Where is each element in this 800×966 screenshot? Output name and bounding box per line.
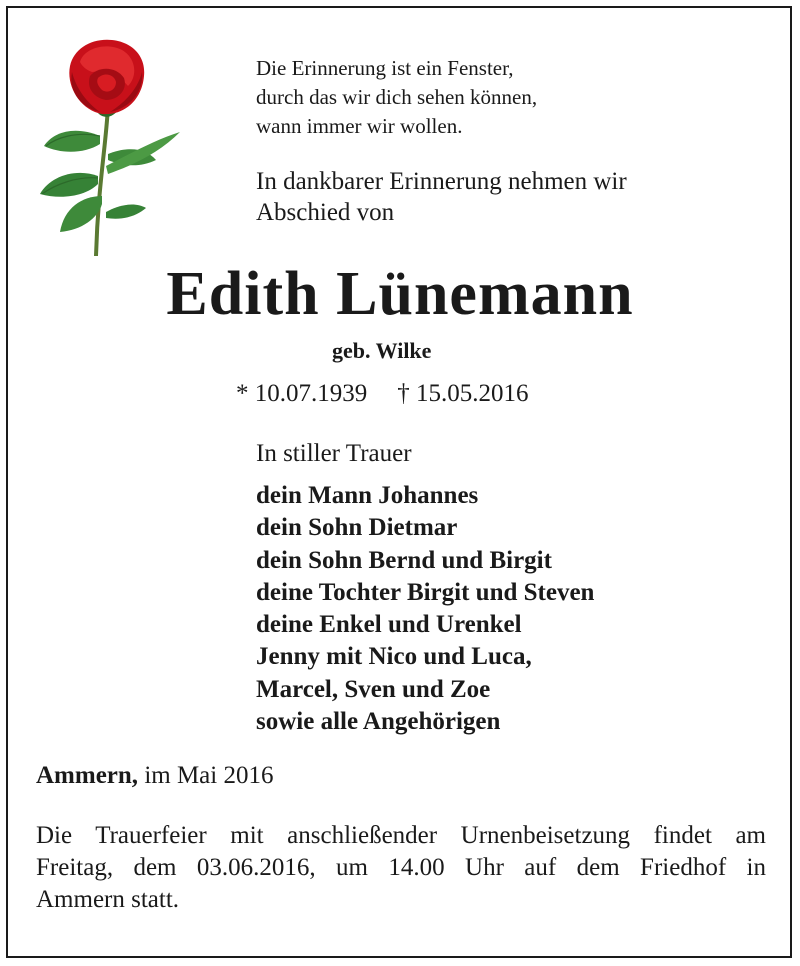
- family-member: Marcel, Sven und Zoe: [256, 675, 491, 703]
- family-member: dein Mann Johannes: [256, 482, 479, 509]
- deceased-name: Edith Lünemann: [166, 260, 634, 328]
- family-member: sowie alle Angehörigen: [256, 708, 501, 736]
- service-line: Die Trauerfeier mit anschließender Urnenbeisetzung findet am: [36, 822, 766, 849]
- family-member: deine Tochter Birgit und Steven: [256, 578, 595, 606]
- family-member: dein Sohn Dietmar: [256, 514, 458, 542]
- intro-line: In dankbarer Erinnerung nehmen wir: [256, 168, 627, 195]
- quote-block: [256, 54, 537, 141]
- family-member: deine Enkel und Urenkel: [256, 611, 522, 639]
- maiden-name: geb. Wilke: [332, 338, 432, 363]
- quote-line: durch das wir dich sehen können,: [256, 85, 538, 109]
- family-list: [256, 480, 594, 738]
- quote-line: wann immer wir wollen.: [256, 114, 463, 138]
- service-notice: [36, 820, 766, 916]
- place-city: Ammern,: [36, 762, 139, 789]
- place-date: [36, 762, 273, 790]
- life-dates: [236, 380, 529, 408]
- death-date: † 15.05.2016: [397, 380, 529, 407]
- birth-date: * 10.07.1939: [236, 380, 368, 407]
- place-month: im Mai 2016: [144, 762, 274, 789]
- intro-line: Abschied von: [256, 199, 395, 226]
- mourning-heading: In stiller Trauer: [256, 440, 412, 467]
- family-member: dein Sohn Bernd und Birgit: [256, 546, 552, 574]
- service-line: Ammern statt.: [36, 886, 180, 913]
- rose-icon: [36, 36, 186, 258]
- family-member: Jenny mit Nico und Luca,: [256, 643, 532, 671]
- service-line: Freitag, dem 03.06.2016, um 14.00 Uhr auf dem Friedhof in: [36, 854, 766, 881]
- intro-block: [256, 166, 627, 228]
- quote-line: Die Erinnerung ist ein Fenster,: [256, 56, 514, 80]
